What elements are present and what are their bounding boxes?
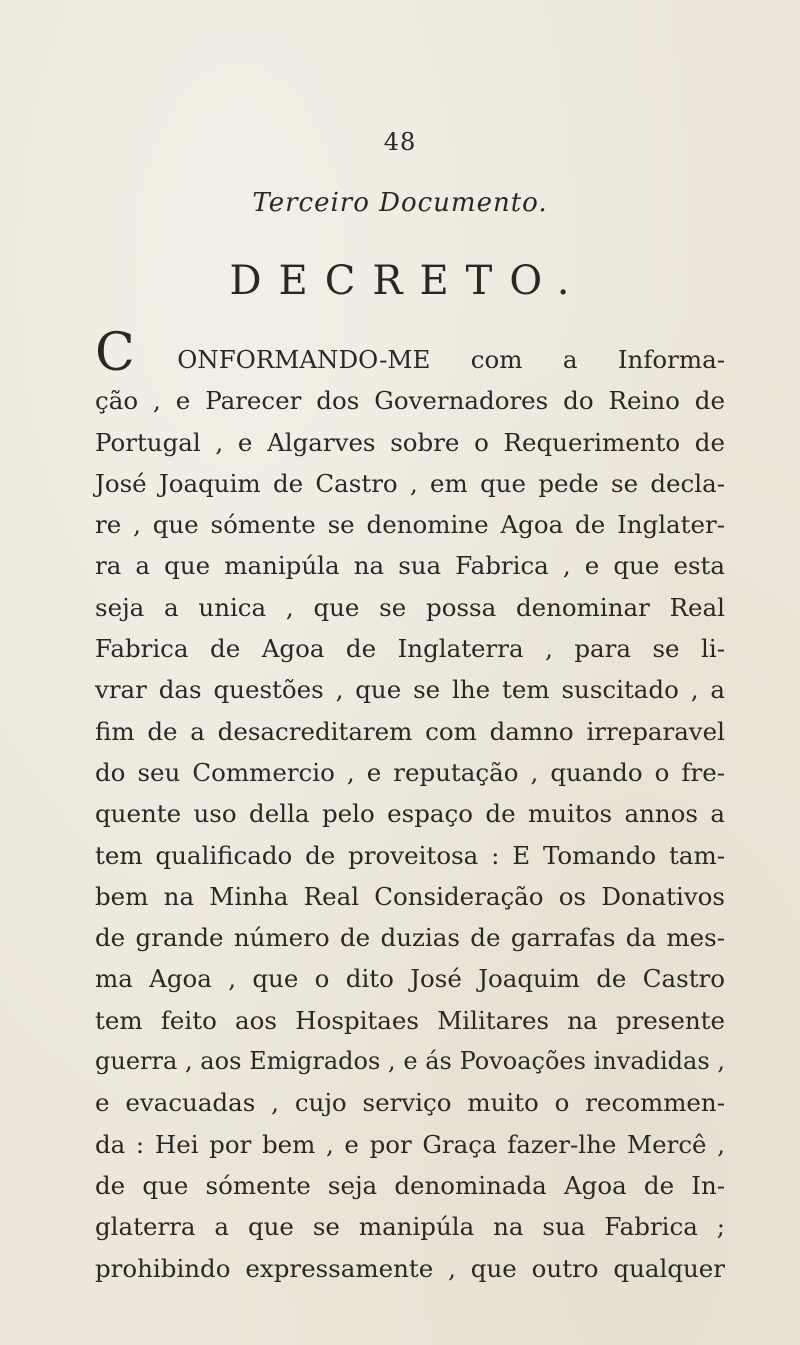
body-line-17: tem feito aos Hospitaes Militares na presente bbox=[95, 1005, 725, 1035]
document-subtitle: Terceiro Documento. bbox=[252, 188, 548, 218]
document-title: DECRETO. bbox=[229, 258, 587, 304]
body-line-5: re , que sómente se denomine Agoa de Inglater- bbox=[95, 510, 725, 540]
body-line-13: tem qualificado de proveitosa : E Tomando tam- bbox=[95, 840, 725, 870]
body-line-23: prohibindo expressamente , que outro qualquer bbox=[95, 1253, 725, 1283]
body-line-22: glaterra a que se manipúla na sua Fabrica ; bbox=[95, 1212, 725, 1242]
page-number: 48 bbox=[383, 128, 417, 156]
body-line-3: Portugal , e Algarves sobre o Requerimento de bbox=[95, 427, 725, 457]
body-line-16: ma Agoa , que o dito José Joaquim de Castro bbox=[95, 964, 725, 994]
body-line-18: guerra , aos Emigrados , e ás Povoações invadidas , bbox=[95, 1047, 725, 1076]
drop-cap: C bbox=[95, 323, 135, 383]
body-line-15: de grande número de duzias de garrafas da mes- bbox=[95, 923, 725, 953]
body-line-4: José Joaquim de Castro , em que pede se decla- bbox=[95, 468, 725, 498]
body-line-12: quente uso della pelo espaço de muitos annos a bbox=[95, 799, 725, 829]
body-line-7: seja a unica , que se possa denominar Real bbox=[95, 592, 725, 622]
body-line-19: e evacuadas , cujo serviço muito o recommen- bbox=[95, 1088, 725, 1118]
body-line-20: da : Hei por bem , e por Graça fazer-lhe Mercê , bbox=[95, 1129, 725, 1159]
body-line-8: Fabrica de Agoa de Inglaterra , para se li- bbox=[95, 634, 725, 664]
body-line-9: vrar das questões , que se lhe tem suscitado , a bbox=[95, 675, 725, 705]
body-line-10: fim de a desacreditarem com damno irreparavel bbox=[95, 716, 725, 746]
body-line-2: ção , e Parecer dos Governadores do Reino de bbox=[95, 386, 725, 416]
body-line-1 bbox=[95, 323, 725, 383]
body-line-14: bem na Minha Real Consideração os Donativos bbox=[95, 881, 725, 911]
body-line-11: do seu Commercio , e reputação , quando o fre- bbox=[95, 757, 725, 787]
decree-body bbox=[95, 323, 725, 1289]
body-line-6: ra a que manipúla na sua Fabrica , e que esta bbox=[95, 551, 725, 581]
body-line-text: ONFORMANDO-ME com a Informa- bbox=[177, 345, 725, 374]
body-line-21: de que sómente seja denominada Agoa de In- bbox=[95, 1170, 725, 1200]
